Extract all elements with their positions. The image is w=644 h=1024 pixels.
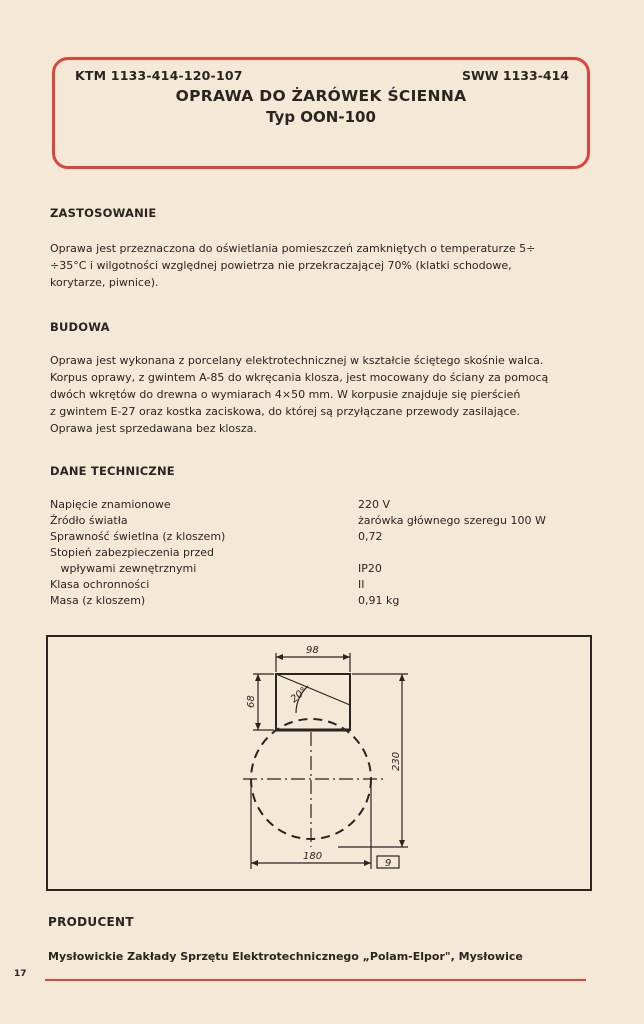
spec-value-voltage: 220 V — [358, 498, 391, 511]
dim-bottom-label: 180 — [303, 851, 323, 862]
producer-heading: PRODUCENT — [48, 915, 134, 929]
producer-name: Mysłowickie Zakłady Sprzętu Elektrotechnicznego „Polam-Elpor", Mysłowice — [48, 950, 523, 963]
dane-heading: DANE TECHNICZNE — [50, 464, 175, 478]
spec-value-protection: IP20 — [358, 562, 382, 575]
spec-value-light-source: żarówka głównego szeregu 100 W — [358, 514, 546, 527]
spec-label-protection-cont: wpływami zewnętrznymi — [50, 562, 197, 575]
dim-box-label: 9 — [385, 858, 392, 869]
technical-drawing-frame — [46, 635, 592, 891]
technical-drawing — [48, 637, 590, 889]
budowa-line-1: Oprawa jest wykonana z porcelany elektrotechnicznej w kształcie ściętego skośnie walca. — [50, 354, 544, 367]
sww-code: SWW 1133-414 — [461, 68, 569, 83]
zastosowanie-line-1: Oprawa jest przeznaczona do oświetlania pomieszczeń zamkniętych o temperaturze 5÷ — [50, 242, 536, 255]
document-subtitle: Typ OON-100 — [266, 108, 376, 126]
budowa-line-4: z gwintem E-27 oraz kostka zaciskowa, do której są przyłączane przewody zasilające. — [50, 405, 520, 418]
document-title: OPRAWA DO ŻARÓWEK ŚCIENNA — [175, 87, 467, 105]
spec-value-class: II — [358, 578, 365, 591]
budowa-heading: BUDOWA — [50, 320, 110, 334]
budowa-line-3: dwóch wkrętów do drewna o wymiarach 4×50 mm. W korpusie znajduje się pierścień — [50, 388, 521, 401]
spec-value-efficiency: 0,72 — [358, 530, 383, 543]
budowa-line-2: Korpus oprawy, z gwintem A-85 do wkręcania klosza, jest mocowany do ściany za pomocą — [50, 371, 549, 384]
spec-label-mass: Masa (z kloszem) — [50, 594, 146, 607]
lamp-body-slant — [276, 674, 350, 705]
spec-label-class: Klasa ochronności — [50, 578, 150, 591]
zastosowanie-heading: ZASTOSOWANIE — [50, 206, 157, 220]
spec-value-mass: 0,91 kg — [358, 594, 400, 607]
ktm-code: KTM 1133-414-120-107 — [75, 68, 243, 83]
header-box — [52, 57, 590, 169]
dim-angle-label: 20° — [288, 685, 310, 706]
dim-top-label: 98 — [306, 645, 319, 656]
zastosowanie-line-2: ÷35°C i wilgotności względnej powietrza nie przekraczającej 70% (klatki schodowe, — [50, 259, 512, 272]
spec-label-protection: Stopień zabezpieczenia przed — [50, 546, 215, 559]
spec-label-efficiency: Sprawność świetlna (z kloszem) — [50, 530, 226, 543]
budowa-paragraph — [50, 352, 594, 437]
footer-red-line — [45, 979, 586, 981]
page-number: 17 — [14, 969, 27, 979]
lamp-body-outline — [276, 674, 350, 730]
dim-left-label: 68 — [246, 695, 257, 708]
spec-label-voltage: Napięcie znamionowe — [50, 498, 171, 511]
spec-label-light-source: Źródło światła — [50, 514, 128, 527]
budowa-line-5: Oprawa jest sprzedawana bez klosza. — [50, 422, 257, 435]
zastosowanie-paragraph — [50, 240, 594, 291]
zastosowanie-line-3: korytarze, piwnice). — [50, 276, 159, 289]
dim-right-label: 230 — [391, 751, 402, 771]
